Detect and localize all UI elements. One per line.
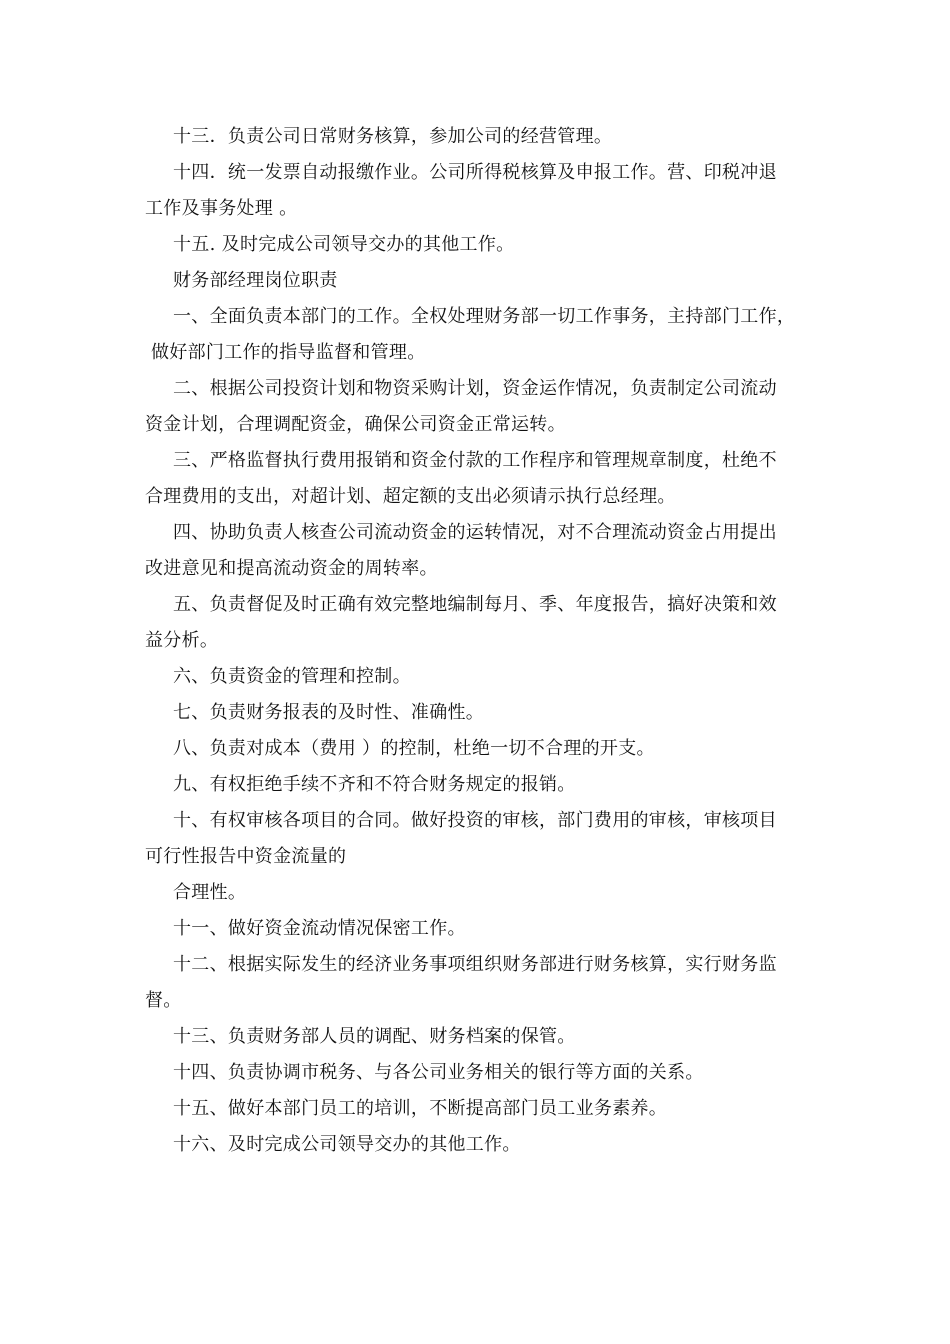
text-line: 七、负责财务报表的及时性、准确性。 [173,702,485,723]
text-line: 工作及事务处理 。 [145,198,298,219]
text-line: 改进意见和提高流动资金的周转率。 [145,558,438,579]
text-line: 六、负责资金的管理和控制。 [173,666,411,687]
text-line: 十五. 及时完成公司领导交办的其他工作。 [173,234,515,255]
document-body [145,119,815,1163]
text-line: 合理费用的支出，对超计划、超定额的支出必须请示执行总经理。 [145,486,676,507]
text-line: 十四、负责协调市税务、与各公司业务相关的银行等方面的关系。 [173,1062,704,1083]
text-line: 十三、负责财务部人员的调配、财务档案的保管。 [173,1026,576,1047]
text-line: 三、严格监督执行费用报销和资金付款的工作程序和管理规章制度，杜绝不 [173,450,777,471]
text-line: 五、负责督促及时正确有效完整地编制每月、季、年度报告，搞好决策和效 [173,594,777,615]
text-line: 二、根据公司投资计划和物资采购计划，资金运作情况，负责制定公司流动 [173,378,777,399]
text-line: 督。 [145,990,182,1011]
text-line: 十一、做好资金流动情况保密工作。 [173,918,466,939]
text-line: 十六、及时完成公司领导交办的其他工作。 [173,1134,521,1155]
text-line: 合理性。 [173,882,247,903]
text-line: 财务部经理岗位职责 [173,270,338,291]
text-line: 可行性报告中资金流量的 [145,846,347,867]
text-line: 十二、根据实际发生的经济业务事项组织财务部进行财务核算，实行财务监 [173,954,777,975]
text-line: 十五、做好本部门员工的培训，不断提高部门员工业务素养。 [173,1098,668,1119]
text-line: 一、全面负责本部门的工作。全权处理财务部一切工作事务，主持部门工作， [173,306,796,327]
text-line: 八、负责对成本（费用 ）的控制，杜绝一切不合理的开支。 [173,738,655,759]
text-line: 九、有权拒绝手续不齐和不符合财务规定的报销。 [173,774,576,795]
text-line: 十三．负责公司日常财务核算，参加公司的经营管理。 [173,126,613,147]
text-line: 四、协助负责人核查公司流动资金的运转情况，对不合理流动资金占用提出 [173,522,777,543]
text-line: 做好部门工作的指导监督和管理。 [151,342,426,363]
text-line: 十四．统一发票自动报缴作业。公司所得税核算及申报工作。营、印税冲退 [173,162,777,183]
text-line: 十、有权审核各项目的合同。做好投资的审核，部门费用的审核，审核项目 [173,810,777,831]
text-line: 益分析。 [145,630,219,651]
text-line: 资金计划，合理调配资金，确保公司资金正常运转。 [145,414,566,435]
